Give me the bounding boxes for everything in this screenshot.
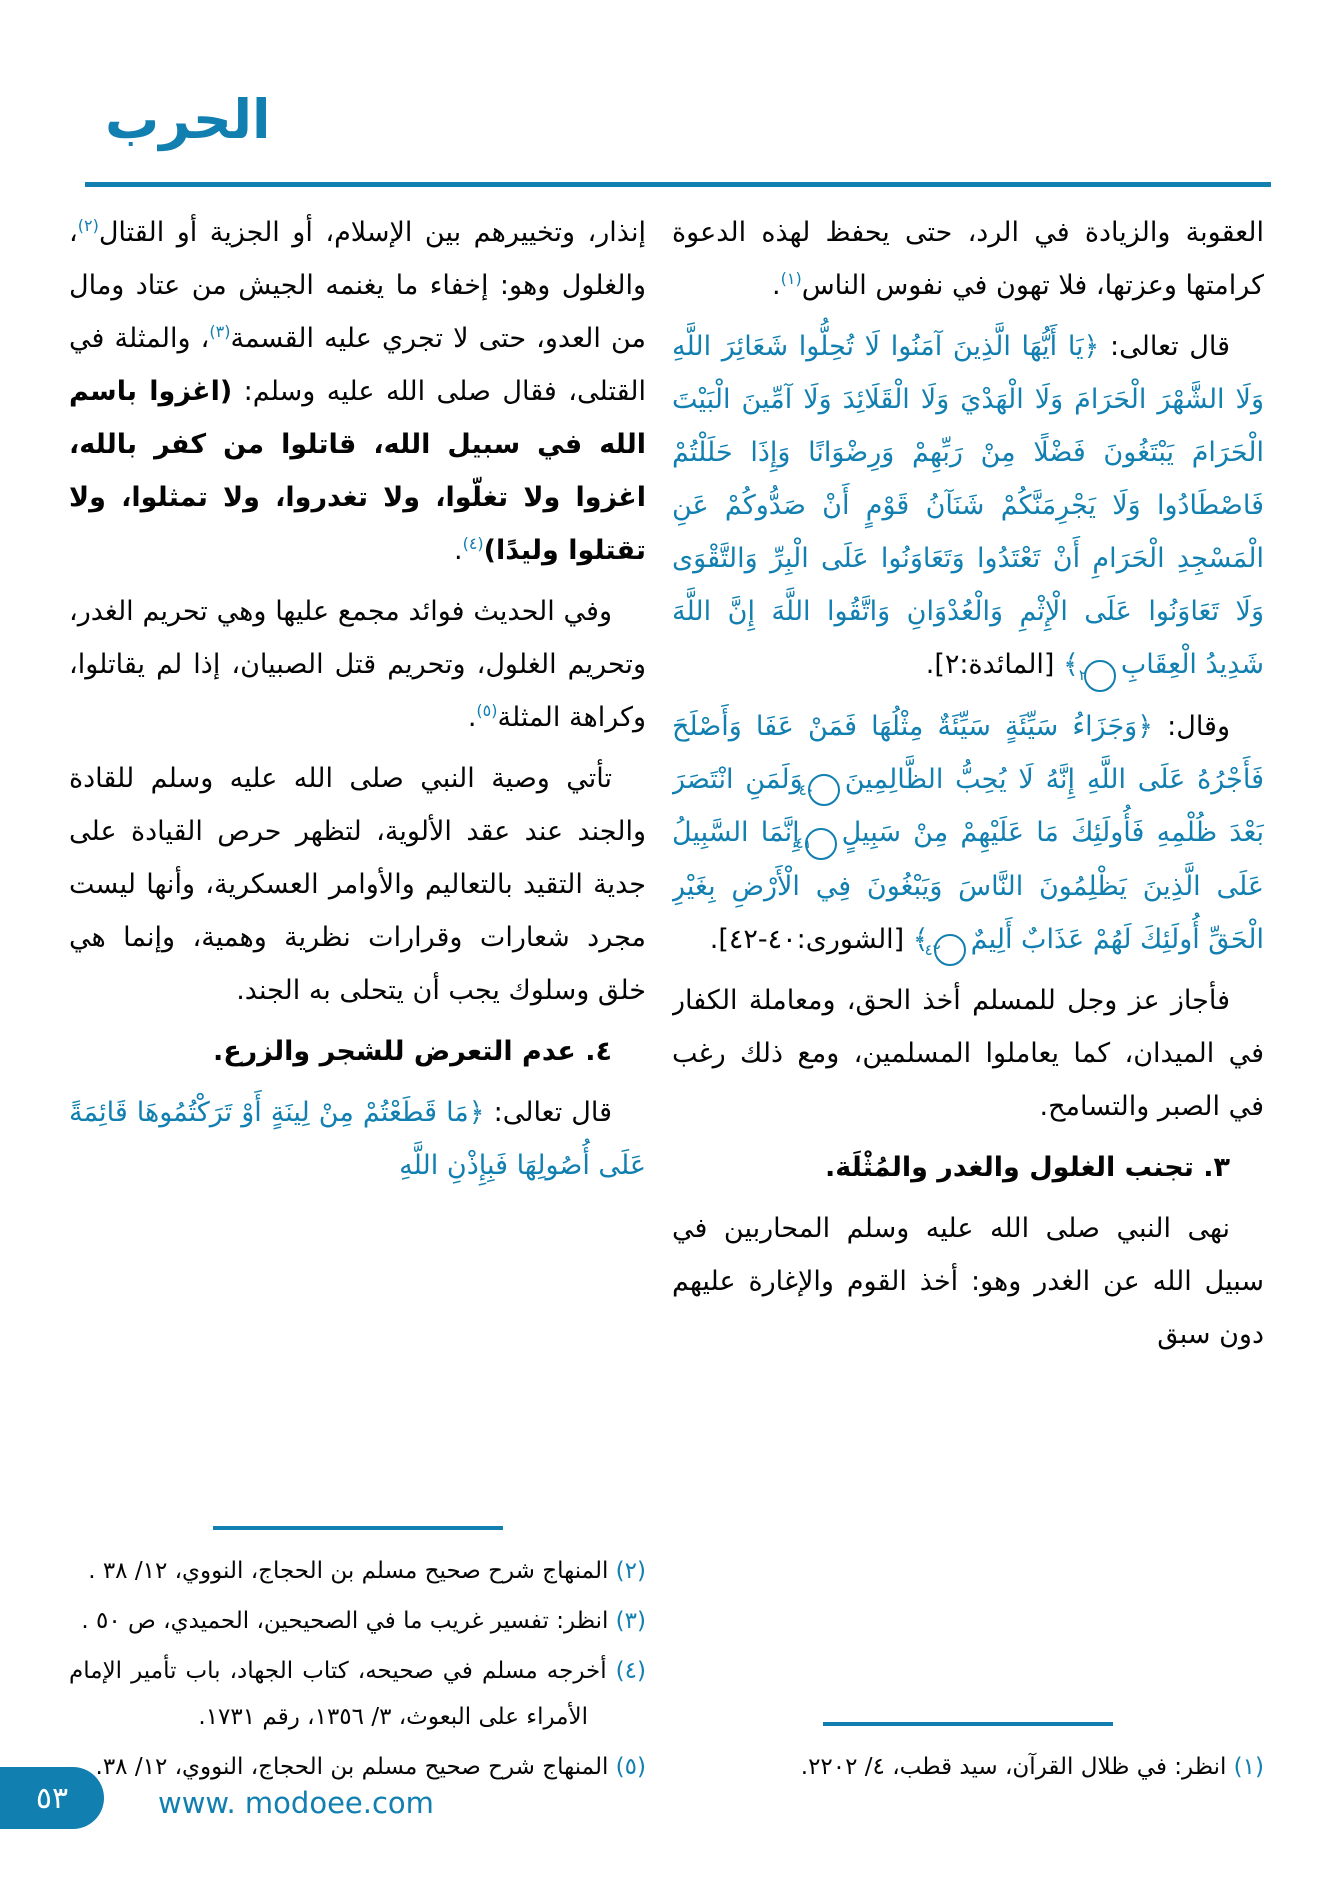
page-number: ٥٣	[35, 1780, 69, 1816]
footnote-1: (١) انظر: في ظلال القرآن، سيد قطب، ٤/ ٢٢٠٢.	[800, 1754, 1264, 1780]
page-title: الحرب	[105, 88, 271, 151]
quran-quote-shura: وقال: ﴿وَجَزَاءُ سَيِّئَةٍ سَيِّئَةٌ مِثْلُهَا فَمَنْ عَفَا وَأَصْلَحَ فَأَجْرُهُ عَلَى اللَّهِ إِنَّهُ لَا يُحِبُّ الظَّالِمِينَ٤٠وَلَمَنِ انْتَصَرَ بَعْدَ ظُلْمِهِ فَأُولَئِكَ مَا عَلَيْهِمْ مِنْ سَبِيلٍ٤١إِنَّمَا السَّبِيلُ عَلَى الَّذِينَ يَظْلِمُونَ النَّاسَ وَيَبْغُونَ فِي الْأَرْضِ بِغَيْرِ الْحَقِّ أُولَئِكَ لَهُمْ عَذَابٌ أَلِيمٌ٤٢﴾ [الشورى:٤٠-٤٢].	[672, 700, 1264, 967]
footnote-4: (٤) أخرجه مسلم في صحيحه، كتاب الجهاد، باب تأمير الإمام الأمراء على البعوث، ٣/ ١٣٥٦، رقم ١٧٣١.	[69, 1658, 646, 1730]
paragraph: نهى النبي صلى الله عليه وسلم المحاربين في سبيل الله عن الغدر وهو: أخذ القوم والإغارة عليهم دون سبق	[672, 1213, 1264, 1350]
paragraph: العقوبة والزيادة في الرد، حتى يحفظ لهذه الدعوة كرامتها وعزتها، فلا تهون في نفوس الناس$^{(١)}$.	[672, 217, 1264, 301]
paragraph: تأتي وصية النبي صلى الله عليه وسلم للقادة والجند عند عقد الألوية، لتظهر حرص القيادة على جدية التقيد بالتعاليم والأوامر العسكرية، وأنها ليست مجرد شعارات وقرارات نظرية وهمية، وإنما هي خلق وسلوك يجب أن يتحلى به الجند.	[69, 763, 646, 1006]
page-number-badge	[0, 1767, 104, 1829]
section-heading-3: ٣. تجنب الغلول والغدر والمُثْلَة.	[824, 1152, 1230, 1183]
footnote-separator	[823, 1722, 1113, 1726]
quran-quote-hashr: قال تعالى: ﴿مَا قَطَعْتُمْ مِنْ لِينَةٍ أَوْ تَرَكْتُمُوهَا قَائِمَةً عَلَى أُصُولِهَا فَبِإِذْنِ اللَّهِ	[69, 1097, 646, 1181]
quran-quote-maidah: قال تعالى: ﴿يَا أَيُّهَا الَّذِينَ آمَنُوا لَا تُحِلُّوا شَعَائِرَ اللَّهِ وَلَا الشَّهْرَ الْحَرَامَ وَلَا الْهَدْيَ وَلَا الْقَلَائِدَ وَلَا آمِّينَ الْبَيْتَ الْحَرَامَ يَبْتَغُونَ فَضْلًا مِنْ رَبِّهِمْ وَرِضْوَانًا وَإِذَا حَلَلْتُمْ فَاصْطَادُوا وَلَا يَجْرِمَنَّكُمْ شَنَآنُ قَوْمٍ أَنْ صَدُّوكُمْ عَنِ الْمَسْجِدِ الْحَرَامِ أَنْ تَعْتَدُوا وَتَعَاوَنُوا عَلَى الْبِرِّ وَالتَّقْوَى وَلَا تَعَاوَنُوا عَلَى الْإِثْمِ وَالْعُدْوَانِ وَاتَّقُوا اللَّهَ إِنَّ اللَّهَ شَدِيدُ الْعِقَابِ٢﴾ [المائدة:٢].	[672, 320, 1264, 692]
left-column	[69, 206, 646, 1794]
right-footnotes	[672, 1718, 1264, 1794]
left-footnotes	[69, 1522, 646, 1794]
header-rule	[85, 182, 1271, 187]
website-text: www. modoee.com	[158, 1786, 434, 1820]
footnote-separator	[213, 1526, 503, 1530]
footnote-3: (٣) انظر: تفسير غريب ما في الصحيحين، الحميدي، ص ٥٠ .	[81, 1608, 646, 1634]
footnote-5: (٥) المنهاج شرح صحيح مسلم بن الحجاج، النووي، ١٢/ ٣٨.	[95, 1754, 646, 1780]
right-column	[672, 206, 1264, 1794]
paragraph: وفي الحديث فوائد مجمع عليها وهي تحريم الغدر، وتحريم الغلول، وتحريم قتل الصبيان، إذا لم يقاتلوا، وكراهة المثلة$^{(٥)}$.	[69, 596, 646, 733]
section-heading-4: ٤. عدم التعرض للشجر والزرع.	[212, 1036, 612, 1067]
footnote-2: (٢) المنهاج شرح صحيح مسلم بن الحجاج، النووي، ١٢/ ٣٨ .	[88, 1558, 646, 1584]
paragraph: إنذار، وتخييرهم بين الإسلام، أو الجزية أو القتال$^{(٢)}$، والغلول وهو: إخفاء ما يغنمه الجيش من عتاد ومال من العدو، حتى لا تجري عليه القسمة$^{(٣)}$، والمثلة في القتلى، فقال صلى الله عليه وسلم: (اغزوا باسم الله في سبيل الله، قاتلوا من كفر بالله، اغزوا ولا تغلّوا، ولا تغدروا، ولا تمثلوا، ولا تقتلوا وليدًا)$^{(٤)}$.	[69, 216, 646, 566]
two-column-body	[69, 206, 1264, 1794]
paragraph: فأجاز عز وجل للمسلم أخذ الحق، ومعاملة الكفار في الميدان، كما يعاملوا المسلمين، ومع ذلك رغب في الصبر والتسامح.	[672, 985, 1264, 1122]
